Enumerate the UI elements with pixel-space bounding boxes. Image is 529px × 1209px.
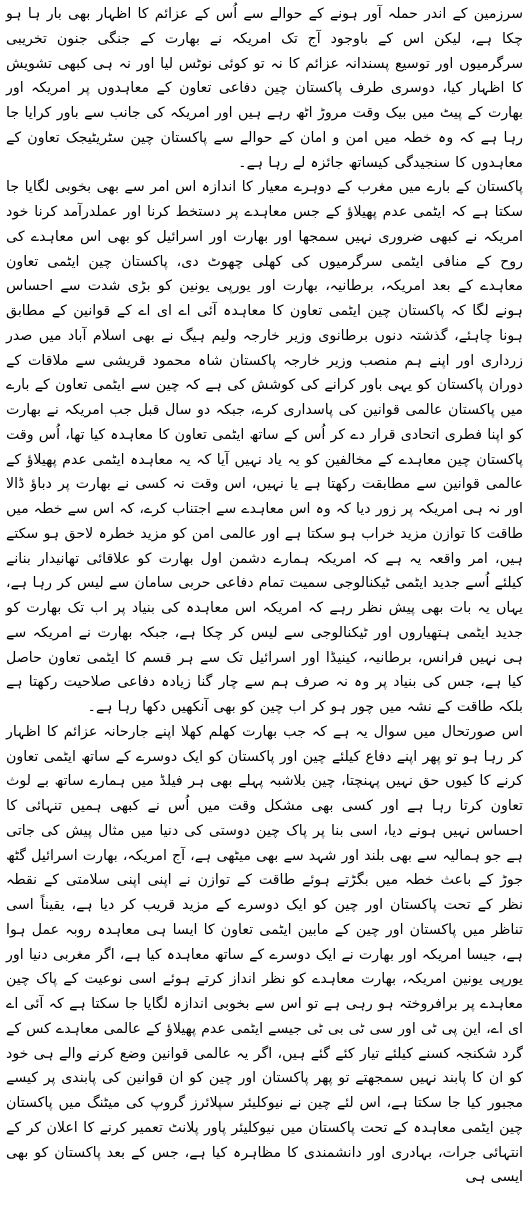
- paragraph-2: پاکستان کے بارے میں مغرب کے دوہرے معیار کا اندازہ اس امر سے بھی بخوبی لگایا جا سکتا ہے کہ ایٹمی عدم پھیلاؤ کے جس معاہدے پر دستخط کرنا اور عملدرآمد کرنا خود امریکہ نے کبھی ضروری نہیں سمجھا اور بھارت اور اسرائیل کو بھی اس معاہدے کی روح کے منافی ایٹمی سرگرمیوں کی کھلی چھوٹ دی، پاکستان چین ایٹمی تعاون معاہدے کے بعد امریکہ، برطانیہ، بھارت اور یورپی یونین کو بڑی شدت سے احساس ہونے لگا کہ پاکستان چین ایٹمی تعاون کا معاہدہ آئی اے ای اے کے قوانین کے مطابق ہونا چاہئے، گذشتہ دنوں برطانوی وزیر خارجہ ولیم ہیگ نے بھی اسلام آباد میں صدر زرداری اور اپنے ہم منصب وزیر خارجہ پاکستان شاہ محمود قریشی سے ملاقات کے دوران پاکستان کو یہی باور کرانے کی کوشش کی ہے کہ چین سے ایٹمی تعاون کے بارے میں پاکستان عالمی قوانین کی پاسداری کرے، جبکہ دو سال قبل جب امریکہ نے بھارت کو اپنا فطری اتحادی قرار دے کر اُس کے ساتھ ایٹمی تعاون کا معاہدہ کیا تھا، اُس وقت پاکستان چین معاہدے کے مخالفین کو یہ یاد نہیں آیا کہ یہ معاہدہ ایٹمی عدم پھیلاؤ کے عالمی قوانین سے مطابقت رکھتا ہے یا نہیں، اس وقت نہ کسی نے بھارت پر دباؤ ڈالا اور نہ ہی امریکہ پر زور دیا کہ وہ اس معاہدے سے اجتناب کرے، کہ اس سے خطہ میں طاقت کا توازن مزید خراب ہو سکتا ہے اور عالمی امن کو مزید خطرہ لاحق ہو سکتے ہیں، امر واقعہ یہ ہے کہ امریکہ ہمارے دشمن اول بھارت کو علاقائی تھانیدار بنانے کیلئے اُسے جدید ایٹمی ٹیکنالوجی سمیت تمام دفاعی حربی سامان سے لیس کر رہا ہے، یہاں یہ بات بھی پیش نظر رہے کہ امریکہ اس معاہدہ کی بنیاد پر اب تک بھارت کو جدید ایٹمی ہتھیاروں اور ٹیکنالوجی سے لیس کر چکا ہے، جبکہ بھارت نے امریکہ سے ہی نہیں فرانس، برطانیہ، کینیڈا اور اسرائیل تک سے ہر قسم کا ایٹمی تعاون حاصل کیا ہے، جس کی بنیاد پر وہ نہ صرف ہم سے چار گنا زیادہ دفاعی صلاحیت رکھتا ہے بلکہ طاقت کے نشہ میں چور ہو کر اب چین کو بھی آنکھیں دکھا رہا ہے۔: [6, 179, 523, 715]
- paragraph-3: اس صورتحال میں سوال یہ ہے کہ جب بھارت کھلم کھلا اپنے جارحانہ عزائم کا اظہار کر رہا ہو تو پھر اپنے دفاع کیلئے چین اور پاکستان کو ایک دوسرے کے ساتھ ایٹمی تعاون کرنے کا کیوں حق نہیں پہنچتا، چین بلاشبہ پہلے بھی ہر فیلڈ میں ہمارے ساتھ بے لوث تعاون کرتا رہا ہے اور کسی بھی مشکل وقت میں اُس نے کبھی ہمیں تنہائی کا احساس نہیں ہونے دیا، اسی بنا پر پاک چین دوستی کی دنیا میں مثال پیش کی جاتی ہے جو ہمالیہ سے بھی بلند اور شہد سے بھی میٹھی ہے، آج امریکہ، بھارت اسرائیل گٹھ جوڑ کے باعث خطہ میں بگڑتے ہوئے طاقت کے توازن نے اپنی اپنی سلامتی کے نقطہ نظر کے تحت پاکستان اور چین کو ایک دوسرے کے مزید قریب کر دیا ہے، یقیناً اسی تناظر میں پاکستان اور چین کے مابین ایٹمی تعاون کا ایسا ہی معاہدہ روبہ عمل ہوا ہے، جیسا امریکہ اور بھارت نے ایک دوسرے کے ساتھ معاہدہ کیا ہے، اگر مغربی دنیا اور یورپی یونین امریکہ، بھارت معاہدے کو نظر انداز کرتے ہوئے اسی نوعیت کے پاک چین معاہدے پر برافروختہ ہو رہی ہے تو اس سے بخوبی اندازہ لگایا جا سکتا ہے کہ آئی اے ای اے، این پی ٹی اور سی ٹی بی ٹی جیسے ایٹمی عدم پھیلاؤ کے عالمی معاہدے کس کے گرد شکنجہ کسنے کیلئے تیار کئے گئے ہیں، اگر یہ عالمی قوانین وضع کرنے والے ہی خود کو ان کا پابند نہیں سمجھتے تو پھر پاکستان اور چین کو ان قوانین کی پابندی پر کیسے مجبور کیا جا سکتا ہے، اس لئے چین نے نیوکلیئر سپلائرز گروپ کی میٹنگ میں پاکستان چین ایٹمی معاہدہ کے تحت پاکستان میں نیوکلیئر پاور پلانٹ تعمیر کرنے کا اعلان کر کے انتہائی جرات، بہادری اور دانشمندی کا مظاہرہ کیا ہے، جس کے بعد پاکستان کو بھی ایسی ہی: [6, 723, 523, 1186]
- article-body: [6, 2, 523, 1190]
- paragraph-1: سرزمین کے اندر حملہ آور ہونے کے حوالے سے اُس کے عزائم کا اظہار بھی بار ہا ہو چکا ہے، لیکن اس کے باوجود آج تک امریکہ نے بھارت کے جنگی جنون تخریبی سرگرمیوں اور توسیع پسندانہ عزائم کا نہ تو کوئی نوٹس لیا اور نہ ہی کبھی تشویش کا اظہار کیا، دوسری طرف پاکستان چین دفاعی تعاون کے معاہدوں پر امریکہ اور بھارت کے پیٹ میں بیک وقت مروڑ اٹھ رہے ہیں اور امریکہ کی جانب سے باور کرایا جا رہا ہے کہ وہ خطہ میں امن و امان کے حوالے سے پاکستان چین سٹریٹیجک تعاون کے معاہدوں کا سنجیدگی کیساتھ جائزہ لے رہا ہے۔: [6, 6, 523, 171]
